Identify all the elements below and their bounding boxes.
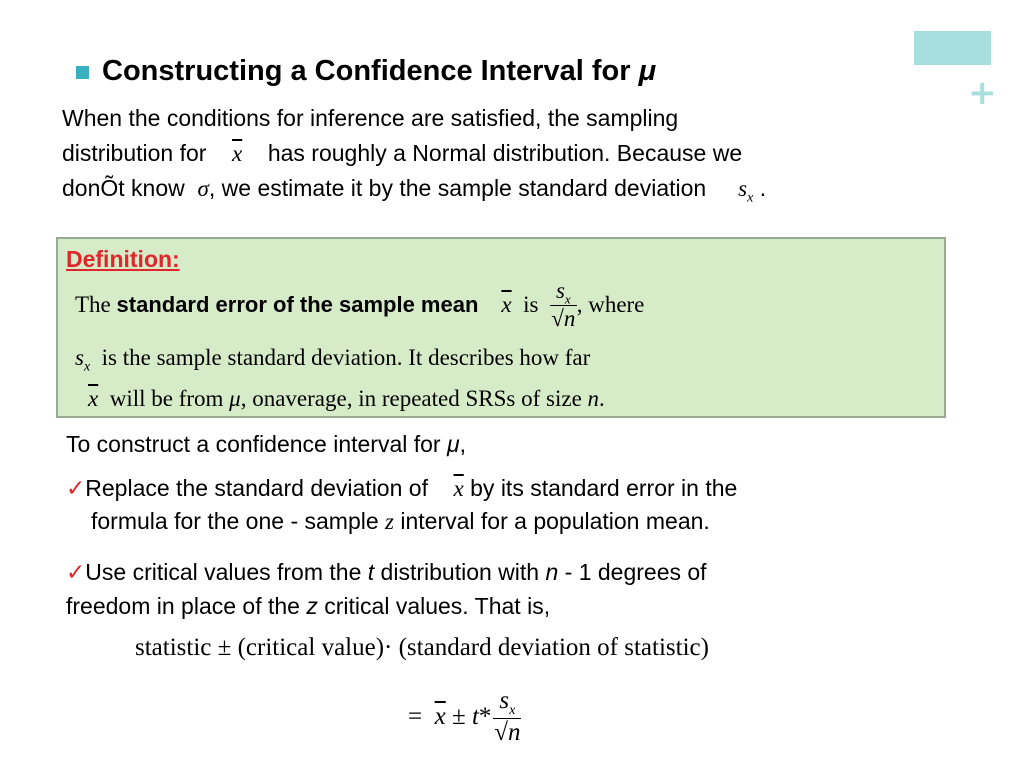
construct-item-2-line-2: freedom in place of the z critical values. That is,: [66, 593, 551, 619]
construct-item-2-line-1: ✓Use critical values from the t distribution with n - 1 degrees of: [66, 559, 707, 586]
sx-symbol: $s_x$: [738, 176, 754, 206]
definition-label: Definition:: [66, 246, 180, 272]
construct-item-1-line-2: formula for the one - sample z interval for a population mean.: [91, 508, 710, 534]
definition-line-2: $s_x$ is the sample standard deviation. It describes how far: [75, 345, 591, 375]
formula-fraction: $\frac{s_x}{√n}$: [494, 686, 521, 746]
accent-rectangle: [914, 31, 991, 65]
construct-intro: To construct a confidence interval for μ,: [66, 431, 466, 457]
sigma-symbol: σ: [197, 176, 209, 201]
intro-line-1: When the conditions for inference are satisfied, the sampling: [62, 105, 679, 131]
slide-title: Constructing a Confidence Interval for μ: [102, 55, 657, 87]
definition-term: standard error of the sample mean: [116, 292, 479, 317]
checkmark-icon: ✓: [66, 476, 86, 502]
checkmark-icon: ✓: [66, 560, 86, 586]
general-formula: statistic ± (critical value)· (standard deviation of statistic): [135, 634, 709, 661]
standard-error-fraction: $\frac{s_x}{√n}$: [551, 277, 576, 332]
t-interval-formula: = $\overline{x}$ ± t * $\frac{s_x}{√n}$: [408, 686, 521, 746]
definition-line-3: $\overline{x}$ will be from μ, onaverage, in repeated SRSs of size n.: [88, 386, 605, 411]
xbar-symbol: $\overline{x}$: [501, 292, 512, 317]
intro-line-3: donÕt know σ, we estimate it by the sample standard deviation $s_x$ .: [62, 175, 767, 206]
intro-line-2: distribution for $\overline{x}$ has roughly a Normal distribution. Because we: [62, 140, 743, 166]
definition-line-1: The standard error of the sample mean $\overline{x}$ is $\frac{s_x}{√n}$ , where: [75, 277, 645, 332]
title-bullet-icon: [76, 66, 89, 79]
xbar-symbol: $\overline{x}$: [232, 141, 243, 166]
construct-item-1-line-1: ✓Replace the standard deviation of $\overline{x}$ by its standard error in the: [66, 475, 738, 502]
plus-icon: +: [968, 73, 997, 113]
